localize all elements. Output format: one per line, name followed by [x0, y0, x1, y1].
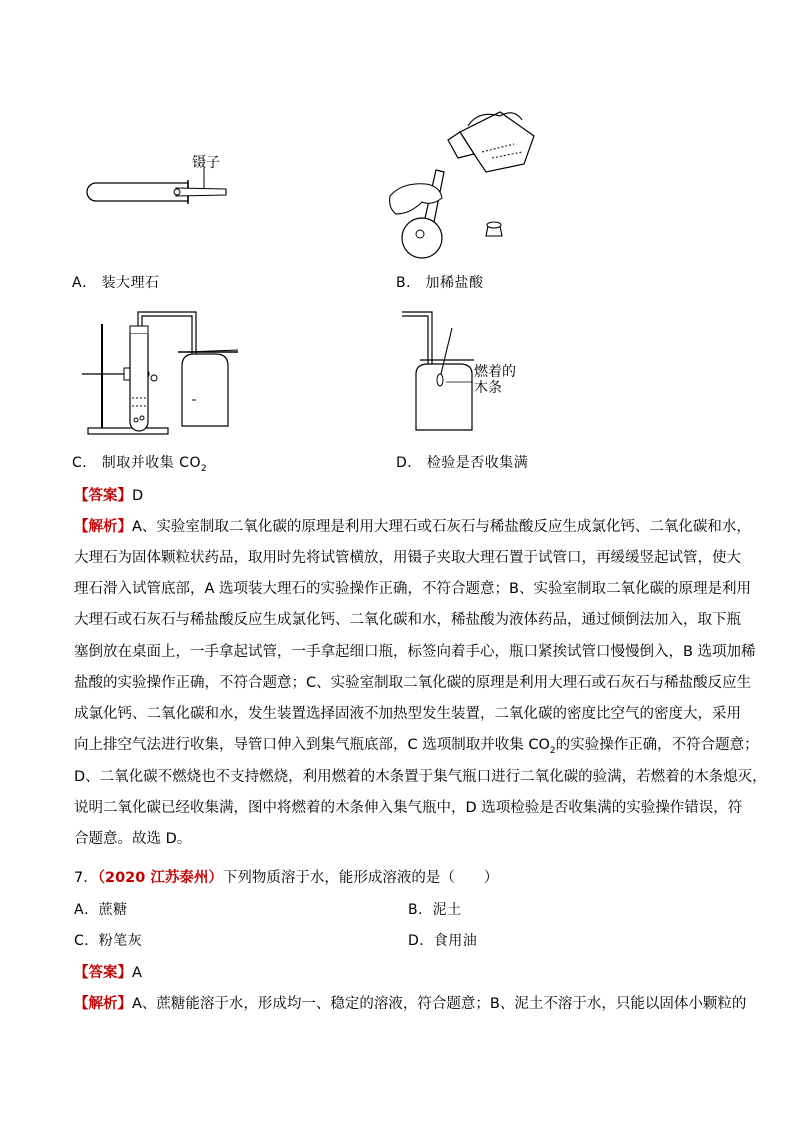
q6-analysis-line-8: 向上排空气法进行收集，导管口伸入到集气瓶底部，C 选项制取并收集 $CO_2$的实验操作正确，不符合题意；: [74, 737, 759, 756]
q6-analysis-line-9: D、二氧化碳不燃烧也不支持燃烧，利用燃着的木条置于集气瓶口进行二氧化碳的验满，若燃着的木条熄灭，: [74, 769, 767, 785]
q7-answer-value: A: [132, 965, 142, 981]
figure-b-caption: B． 加稀盐酸: [396, 275, 484, 291]
q7-question: 下列物质溶于水，能形成溶液的是（ ）: [222, 870, 499, 886]
q7-analysis-line-1: 【解析】A、蔗糖能溶于水，形成均一、稳定的溶液，符合题意；B、泥土不溶于水，只能以固体小颗粒的: [74, 996, 747, 1012]
splint-label-line2: 木条: [474, 380, 502, 396]
q7-option-b: B．泥土: [408, 902, 462, 918]
q7-number: 7．: [74, 870, 98, 886]
q6-analysis-line-6: 盐酸的实验操作正确，不符合题意；C、实验室制取二氧化碳的原理是利用大理石或石灰石与稀盐酸反应生: [74, 675, 752, 691]
figure-c-caption: C． 制取并收集 $CO_2$: [72, 455, 208, 474]
answer-tag: 【答案】: [74, 488, 132, 504]
q6-analysis-line-1: 【解析】A、实验室制取二氧化碳的原理是利用大理石或石灰石与稀盐酸反应生成氯化钙、二氧化碳和水，: [74, 519, 751, 535]
analysis-tag: 【解析】: [74, 519, 132, 535]
q6-analysis-line-3: 理石滑入试管底部，A 选项装大理石的实验操作正确，不符合题意；B、实验室制取二氧化碳的原理是利用: [74, 581, 751, 597]
q6-analysis-line-10: 说明二氧化碳已经收集满，图中将燃着的木条伸入集气瓶中，D 选项检验是否收集满的实验操作错误，符: [74, 800, 743, 816]
q7-analysis-tag: 【解析】: [74, 996, 132, 1012]
q6-answer: [74, 484, 143, 505]
answer-value: D: [132, 488, 144, 504]
q6-analysis-line-5: 塞倒放在桌面上，一手拿起试管，一手拿起细口瓶，标签向着手心，瓶口紧挨试管口慢慢倒入，B 选项加稀: [74, 644, 756, 660]
q6-analysis-line-2: 大理石为固体颗粒状药品，取用时先将试管横放，用镊子夹取大理石置于试管口，再缓缓竖起试管，使大: [74, 550, 741, 566]
figure-c-co2-apparatus: [78, 300, 248, 442]
splint-label: [474, 364, 516, 396]
q7-option-c: C．粉笔灰: [74, 933, 143, 949]
tweezers-label: 镊子: [192, 155, 220, 171]
figure-a-caption: A． 装大理石: [72, 275, 160, 291]
q6-analysis-line-7: 成氯化钙、二氧化碳和水，发生装置选择固液不加热型发生装置，二氧化碳的密度比空气的密度大，采用: [74, 706, 741, 722]
splint-label-line1: 燃着的: [474, 364, 516, 380]
figure-d-caption: D． 检验是否收集满: [396, 455, 529, 471]
q7-stem: [74, 866, 498, 887]
q7-answer-tag: 【答案】: [74, 965, 132, 981]
q7-answer: [74, 961, 142, 982]
q7-option-a: A．蔗糖: [74, 902, 128, 918]
q6-analysis-line-4: 大理石或石灰石与稀盐酸反应生成氯化钙、二氧化碳和水，稀盐酸为液体药品，通过倾倒法加入，取下瓶: [74, 612, 741, 628]
figure-b-pouring-acid: [382, 102, 542, 264]
q6-analysis-line-11: 合题意。故选 D。: [74, 831, 192, 847]
q7-option-d: D．食用油: [408, 933, 478, 949]
q7-source: （2020 江苏泰州）: [97, 870, 223, 886]
